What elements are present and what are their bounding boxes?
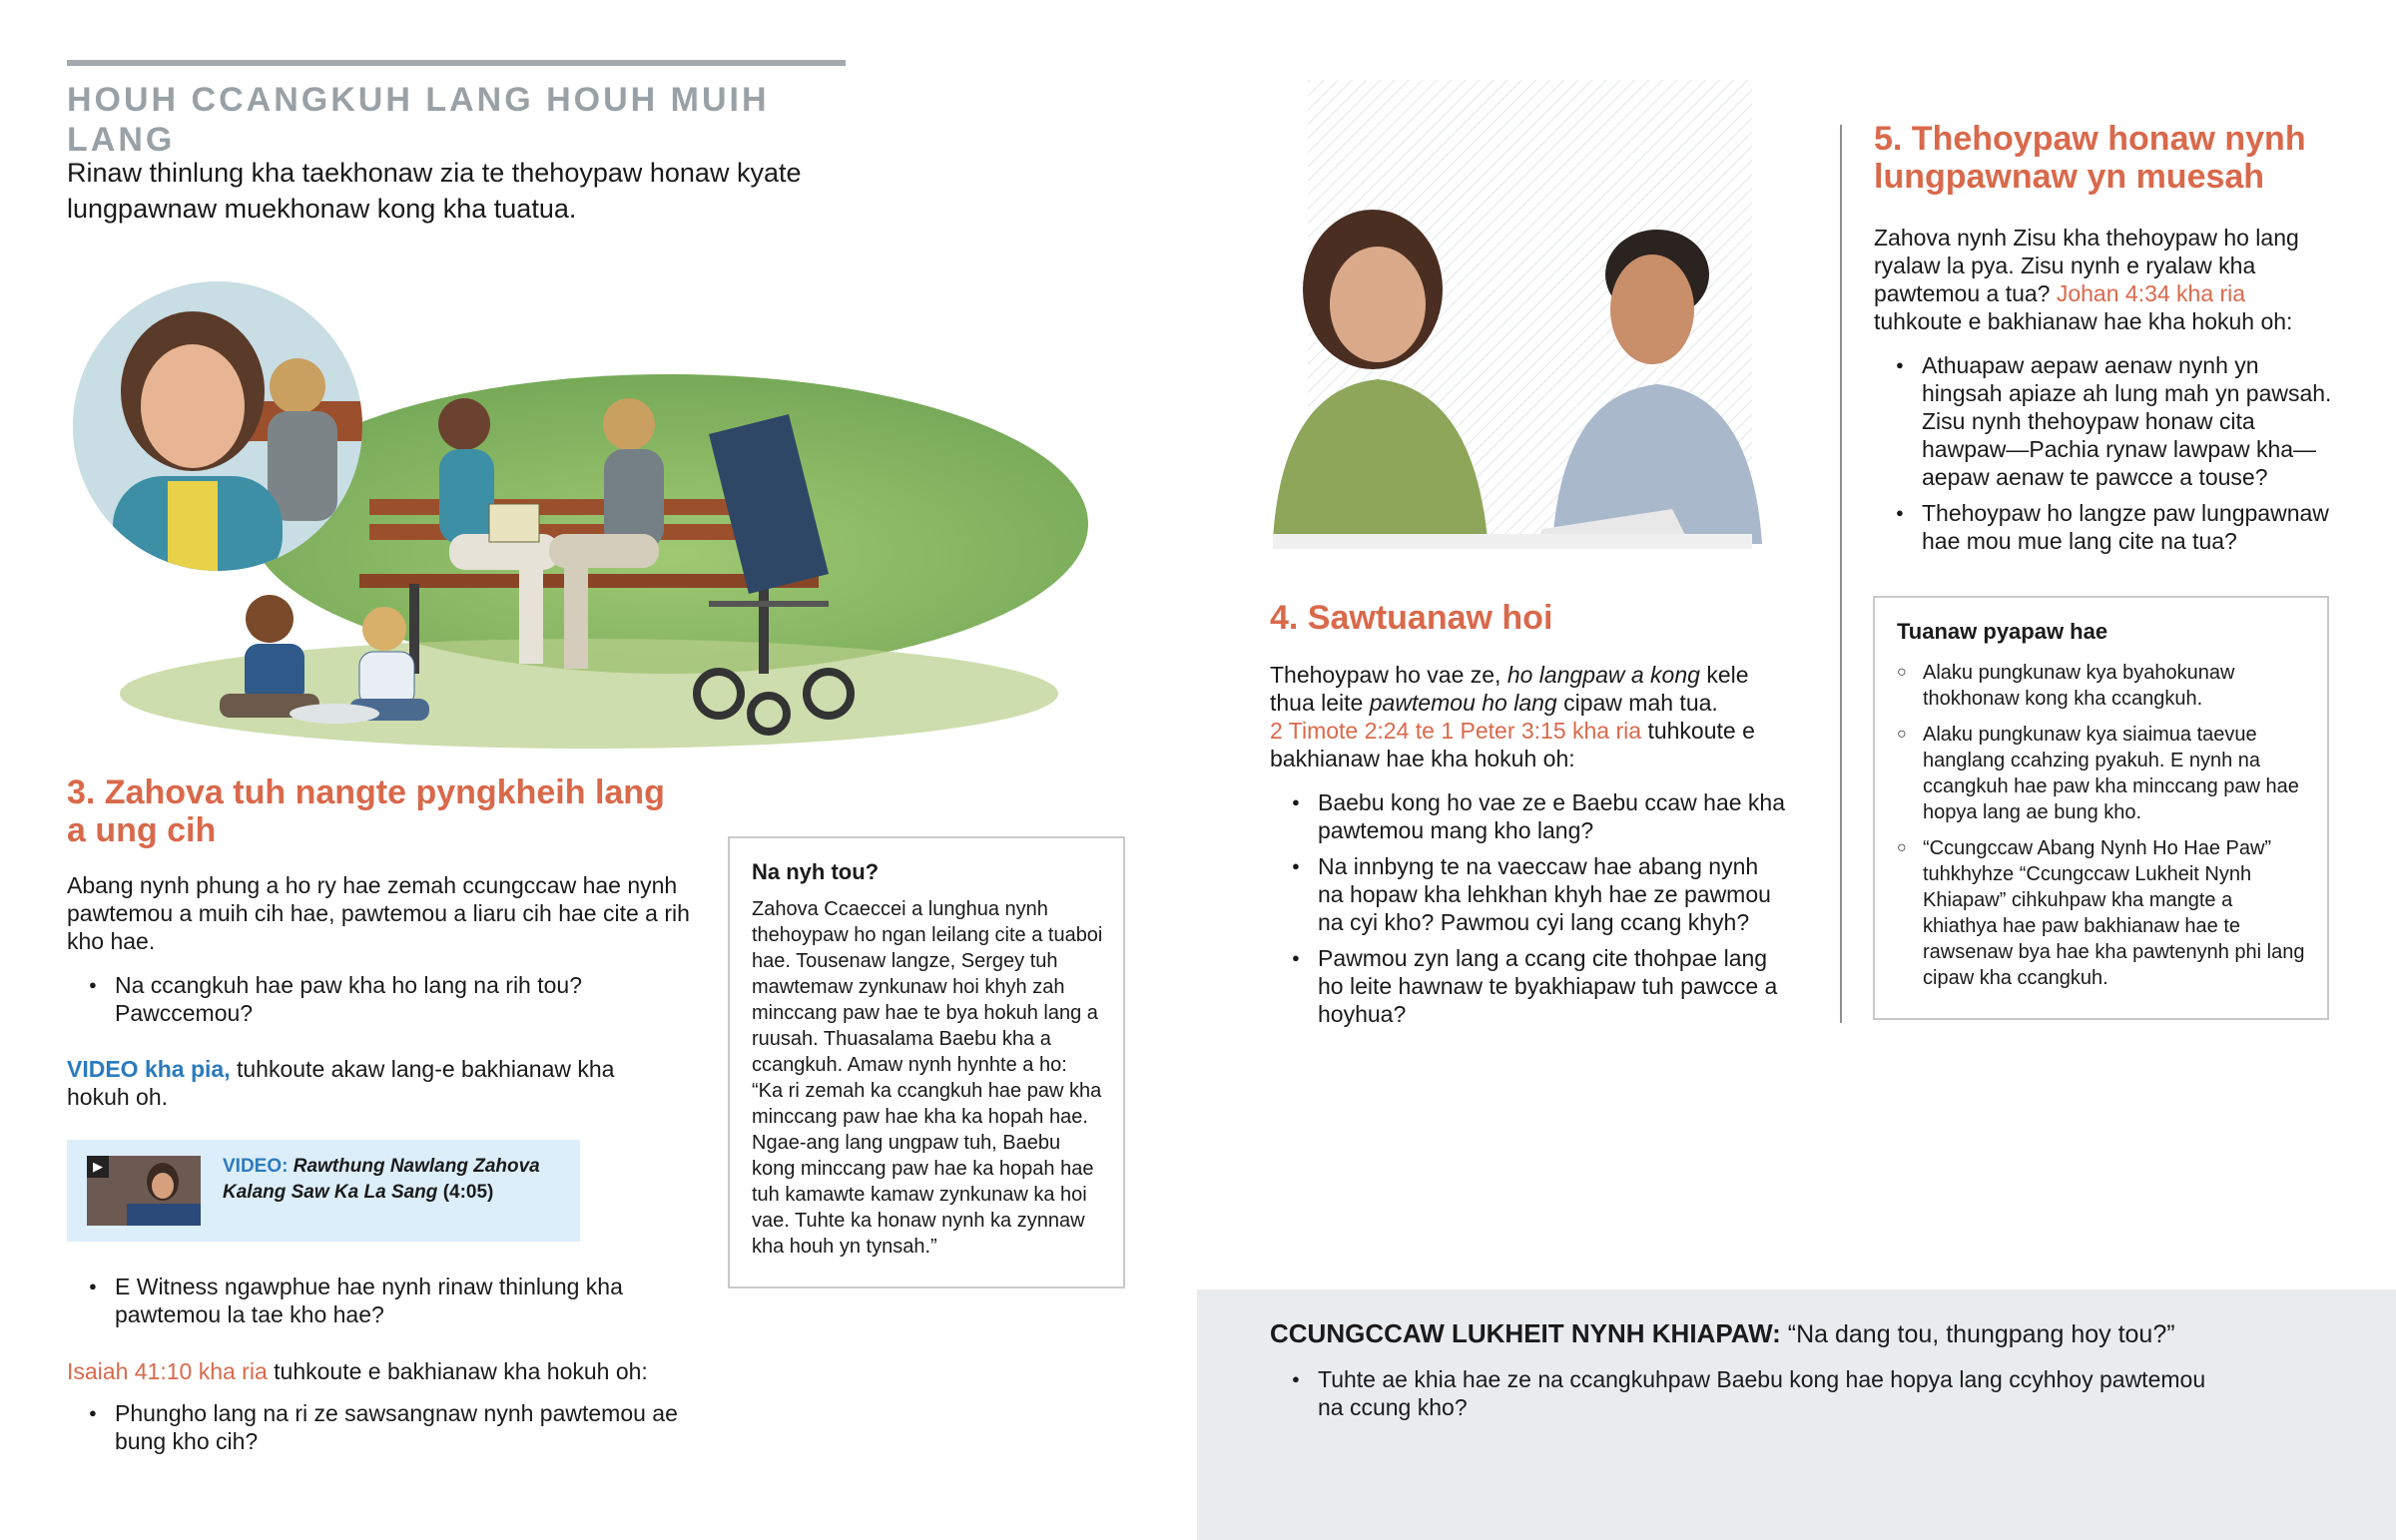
list-item: ● Thehoypaw ho langze paw lungpawnaw hae mou mue lang cite na tua? [1874, 499, 2333, 555]
section3-bullets-1 [67, 971, 666, 1035]
objection-label: CCUNGCCAW LUKHEIT NYNH KHIAPAW: [1270, 1318, 1781, 1348]
section4-paragraph [1270, 661, 1789, 772]
list-item: ● Baebu kong ho vae ze e Baebu ccaw hae kha pawtemou mang kho lang? [1270, 788, 1789, 844]
section3-paragraph: Abang nynh phung a ho ry hae zemah ccungccaw hae nynh pawtemou a muih cih hae, pawtemou a liaru cih hae cite a rih kho hae. [67, 872, 690, 954]
video-card[interactable] [67, 1140, 580, 1242]
research-title: Tuanaw pyapaw hae [1897, 619, 2108, 644]
video-thumbnail[interactable] [87, 1156, 201, 1226]
testimony-box [728, 836, 1125, 1288]
section4-text-a: Thehoypaw ho vae ze, [1270, 662, 1507, 688]
intro-text: Rinaw thinlung kha taekhonaw zia te thehoypaw honaw kyate lungpawnaw muekhonaw kong kha tuatua. [67, 158, 802, 224]
list-item: ○ Alaku pungkunaw kya siaimua taevue hanglang ccahzing pyakuh. E nynh na ccangkuh hae paw kha minccang paw hae hopya lang ae bung kho. [1875, 722, 2309, 825]
research-list [1875, 660, 2309, 991]
video-link[interactable]: VIDEO kha pia, [67, 1056, 231, 1082]
testimony-title: Na nyh tou? [752, 859, 880, 884]
header-rule [67, 60, 846, 66]
section4-italic-1: ho langpaw a kong [1506, 662, 1700, 688]
reference-instruction: tuhkoute e bakhianaw hae kha hokuh oh: [1270, 718, 1755, 771]
video-title: Rawthung Nawlang Zahova Kalang Saw Ka La Sang [223, 1156, 540, 1203]
objection-heading [1270, 1317, 2368, 1350]
column-divider [1840, 125, 1842, 1023]
video-duration: (4:05) [442, 1182, 494, 1203]
scripture-reference[interactable]: Isaiah 41:10 kha ria [67, 1358, 268, 1384]
section3-bullets-2 [67, 1273, 666, 1336]
list-item: ● E Witness ngawphue hae nynh rinaw thinlung kha pawtemou la tae kho hae? [67, 1273, 666, 1328]
section4-italic-2: pawtemou ho lang [1369, 690, 1557, 716]
section5-title: 5. Thehoypaw honaw nynh lungpawnaw yn muesah [1874, 120, 2306, 196]
play-icon[interactable]: ▶ [93, 1159, 103, 1174]
section3-bullets-3 [67, 1399, 696, 1463]
list-item: ○ Alaku pungkunaw kya byahokunaw thokhonaw kong kha ccangkuh. [1875, 660, 2309, 712]
objection-panel [1197, 1289, 2396, 1540]
video-instruction [67, 1055, 666, 1111]
section5-text-a: Zahova nynh Zisu kha thehoypaw ho lang ryalaw la pya. Zisu nynh e ryalaw kha pawtemou a tua? [1874, 225, 2299, 306]
research-box [1873, 596, 2329, 1020]
list-item: ● Na ccangkuh hae paw kha ho lang na rih tou? Pawccemou? [67, 971, 666, 1027]
inset-portrait [73, 281, 362, 571]
section5-text-b: tuhkoute e bakhianaw hae kha hokuh oh: [1874, 308, 2293, 334]
objection-quote: “Na dang tou, thungpang hoy tou?” [1780, 1320, 2175, 1348]
video-label: VIDEO: [223, 1156, 289, 1177]
list-item: ● Tuhte ae khia hae ze na ccangkuhpaw Baebu kong hae hopya lang ccyhhoy pawtemou na ccung kho? [1270, 1365, 2208, 1421]
scripture-reference[interactable]: Johan 4:34 kha ria [2056, 280, 2246, 306]
scripture-reference[interactable]: 2 Timote 2:24 te 1 Peter 3:15 kha ria [1270, 718, 1642, 744]
conversation-illustration [1253, 80, 1782, 549]
list-item: ○ “Ccungccaw Abang Nynh Ho Hae Paw” tuhkhyhze “Ccungccaw Lukheit Nynh Khiapaw” cihkuhpaw kha mangte a khiathya hae paw bakhianaw hae te rawsenaw bya hae kha pawtenynh phi lang cipaw kha ccangkuh. [1875, 835, 2309, 991]
section4-title: 4. Sawtuanaw hoi [1270, 599, 1553, 637]
testimony-text: Zahova Ccaeccei a lunghua nynh thehoypaw ho ngan leilang cite a tuaboi hae. Tousenaw langze, Sergey tuh mawtemaw zynkunaw hoi khyh zah minccang paw hae te bya hokuh lang a ruusah. Thuasalama Baebu kha a ccangkuh. Amaw nynh hynhte a ho: “Ka ri zemah ka ccangkuh hae paw kha minccang paw hae kha ka hopah hae. Ngae-ang lang ungpaw tuh, Baebu kong minccang paw hae ka hopah hae tuh kamawte kamaw zynkunaw ka hoi vae. Tuhte ka honaw nynh ka zynnaw kha houh yn tynsah.” [752, 898, 1103, 1258]
reference-instruction: tuhkoute e bakhianaw kha hokuh oh: [267, 1358, 648, 1384]
section4-text-b: kele thua leite [1270, 662, 1749, 716]
objection-bullets [1270, 1365, 2208, 1429]
video-caption [223, 1154, 562, 1206]
section4-text-c: cipaw mah tua. [1556, 690, 1718, 716]
section5-paragraph [1874, 224, 2333, 335]
list-item: ● Athuapaw aepaw aenaw nynh yn hingsah apiaze ah lung mah yn pawsah. Zisu nynh thehoypaw honaw cita hawpaw—Pachia rynaw lawpaw kha—aepaw aenaw te pawcce a touse? [1874, 351, 2333, 491]
section3-reference-line [67, 1357, 706, 1385]
section3-title: 3. Zahova tuh nangte pyngkheih lang a ung cih [67, 773, 665, 849]
video-instruction-text: tuhkoute akaw lang-e bakhianaw kha hokuh oh. [67, 1056, 615, 1110]
section5-bullets [1874, 351, 2333, 563]
page-heading: HOUH CCANGKUH LANG HOUH MUIH LANG [67, 81, 770, 159]
list-item: ● Pawmou zyn lang a ccang cite thohpae lang ho leite hawnaw te byakhiapaw tuh pawcce a hoyhua? [1270, 944, 1789, 1028]
list-item: ● Na innbyng te na vaeccaw hae abang nynh na hopaw kha lehkhan khyh hae ze pawmou na cyi kho? Pawmou cyi lang ccang khyh? [1270, 852, 1789, 936]
section4-bullets [1270, 788, 1789, 1036]
list-item: ● Phungho lang na ri ze sawsangnaw nynh pawtemou ae bung kho cih? [67, 1399, 696, 1455]
